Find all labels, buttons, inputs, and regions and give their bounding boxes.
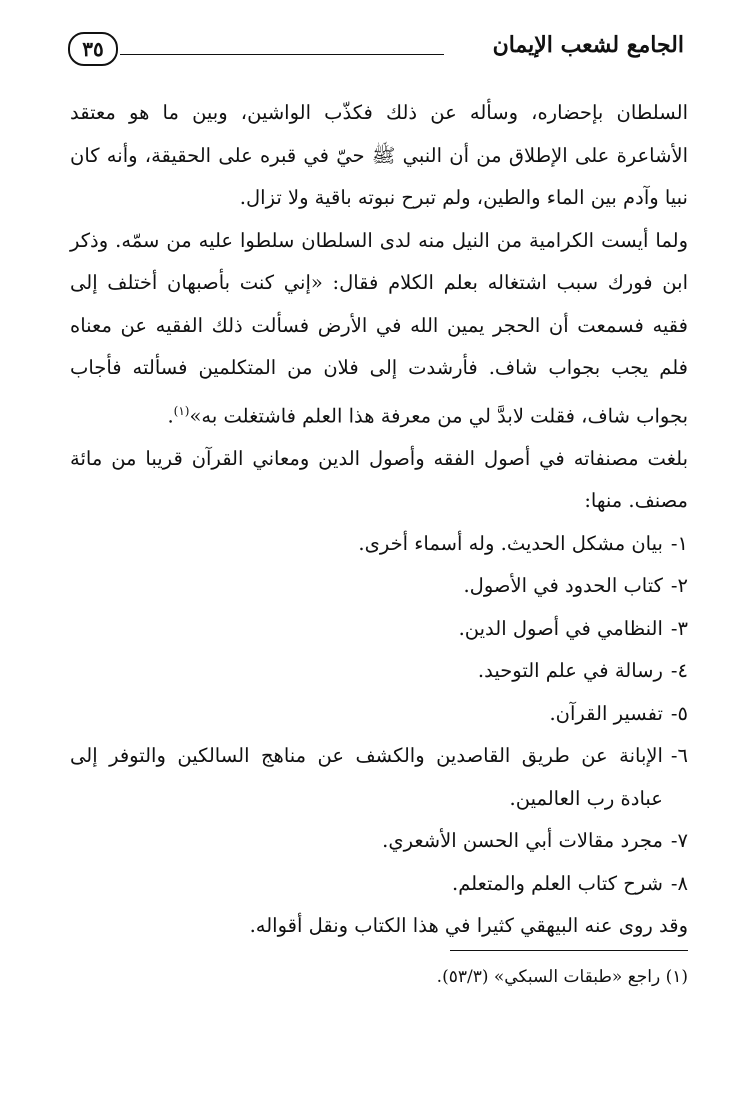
list-item xyxy=(70,523,688,566)
paragraph: السلطان بإحضاره، وسأله عن ذلك فكذّب الواشين، وبين ما هو معتقد الأشاعرة على الإطلاق من أن النبي ﷺ حيّ في قبره على الحقيقة، وأنه كان نبيا وآدم بين الماء والطين، ولم تبرح نبوته باقية ولا تزال. xyxy=(70,101,688,209)
list-text: مجرد مقالات أبي الحسن الأشعري. xyxy=(382,829,663,852)
page-header xyxy=(68,30,684,74)
list-item xyxy=(70,863,688,906)
paragraph xyxy=(70,220,688,438)
paragraph: بلغت مصنفاته في أصول الفقه وأصول الدين ومعاني القرآن قريبا من مائة مصنف. منها: xyxy=(70,446,688,512)
works-list xyxy=(70,523,688,906)
list-number: ١- xyxy=(670,531,688,555)
main-text xyxy=(70,92,688,948)
paragraph-end: . xyxy=(167,404,174,427)
page-number: ٣٥ xyxy=(68,32,118,66)
list-number: ٥- xyxy=(670,701,688,725)
list-item xyxy=(70,565,688,608)
list-number: ٧- xyxy=(670,829,688,852)
list-item xyxy=(70,693,688,736)
list-number: ٨- xyxy=(670,871,688,895)
list-number: ٢- xyxy=(670,574,688,597)
paragraph-text: ولما أيست الكرامية من النيل منه لدى السلطان سلطوا عليه من سمّه. وذكر ابن فورك سبب اشتغاله بعلم الكلام فقال: «إني كنت بأصبهان أختلف إلى فقيه فسمعت أن الحجر يمين الله في الأرض فسألت ذلك الفقيه عن معناه فلم يجب بجواب شاف. فأرشدت إلى فلان من المتكلمين فسألته فأجاب بجواب شاف، فقلت لابدَّ لي من معرفة هذا العلم فاشتغلت به» xyxy=(70,228,688,427)
list-text: النظامي في أصول الدين. xyxy=(458,616,663,640)
list-item xyxy=(70,820,688,863)
footnote-marker: (١) xyxy=(173,403,190,418)
list-text: شرح كتاب العلم والمتعلم. xyxy=(452,871,663,895)
list-item xyxy=(70,608,688,651)
list-text: تفسير القرآن. xyxy=(549,701,663,725)
list-text: الإبانة عن طريق القاصدين والكشف عن مناهج السالكين والتوفر إلى عبادة رب العالمين. xyxy=(70,744,663,810)
footnote: (١) راجع «طبقات السبكي» (٥٣/٣). xyxy=(436,967,688,987)
list-number: ٤- xyxy=(670,659,688,682)
list-text: رسالة في علم التوحيد. xyxy=(477,659,663,682)
list-number: ٣- xyxy=(670,616,688,640)
list-item xyxy=(70,735,688,820)
list-text: كتاب الحدود في الأصول. xyxy=(463,574,663,597)
list-number: ٦- xyxy=(670,744,688,767)
list-text: بيان مشكل الحديث. وله أسماء أخرى. xyxy=(358,531,663,555)
closing-paragraph: وقد روى عنه البيهقي كثيرا في هذا الكتاب ونقل أقواله. xyxy=(249,914,688,937)
list-item xyxy=(70,650,688,693)
running-title: الجامع لشعب الإيمان xyxy=(492,32,684,58)
header-rule xyxy=(120,54,444,55)
footnote-rule xyxy=(450,950,688,951)
